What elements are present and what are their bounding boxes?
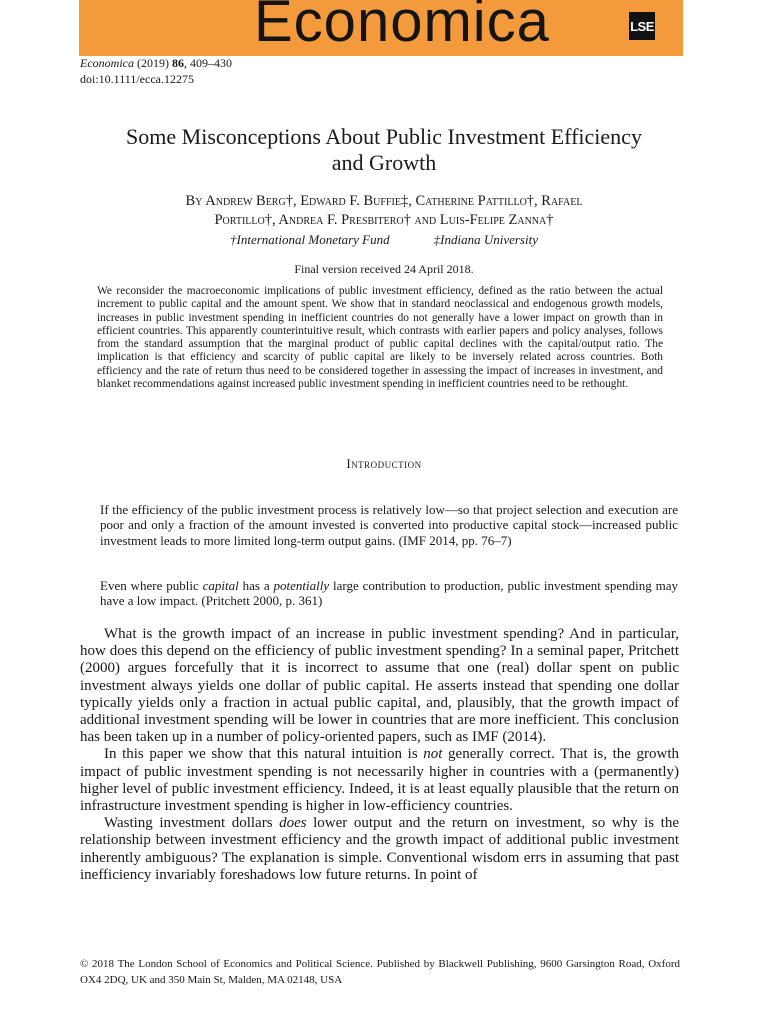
- authors-line2: Portillo†, Andrea F. Presbitero† and Luis-Felipe Zanna†: [214, 212, 554, 228]
- epigraph-text: has a: [238, 578, 274, 593]
- affiliation-indiana: ‡Indiana University: [433, 232, 538, 247]
- author-list: [60, 192, 708, 230]
- journal-title: Economica: [254, 0, 550, 54]
- authors-line1: By Andrew Berg†, Edward F. Buffie‡, Catherine Pattillo†, Rafael: [185, 193, 583, 209]
- lse-logo: LSE: [629, 12, 655, 40]
- epigraph-pritchett: [100, 578, 678, 609]
- doi-line: doi:10.1111/ecca.12275: [80, 72, 194, 86]
- paragraph-text: Wasting investment dollars: [104, 815, 280, 832]
- article-title-line2: and Growth: [331, 150, 437, 175]
- journal-banner: [79, 0, 683, 56]
- article-title-line1: Some Misconceptions About Public Investment Efficiency: [126, 124, 642, 149]
- citation-volume: 86: [171, 56, 184, 70]
- paragraph-emphasis: not: [423, 746, 443, 763]
- epigraph-emphasis: potentially: [273, 578, 330, 593]
- paragraph-emphasis: does: [279, 815, 307, 832]
- paragraph-1: What is the growth impact of an increase in public investment spending? And in particular, how does this depend on the efficiency of public investment spending? In a seminal paper, Pritchett (2000) argues forcefully that it is incorrect to assume that one (real) dollar spent on public investment always yields one dollar of public capital. He asserts instead that spending one dollar typically yields only a fraction in actual public capital, and, plausibly, that the growth impact of additional investment spending will be lower in countries that are more inefficient. This conclusion has been taken up in a number of policy-oriented papers, such as IMF (2014).: [80, 626, 679, 746]
- citation-year: (2019): [133, 56, 172, 70]
- affiliations: [60, 232, 708, 248]
- section-heading-introduction: Introduction: [346, 456, 422, 471]
- epigraph-emphasis: capital: [202, 578, 239, 593]
- affiliation-imf: †International Monetary Fund: [230, 232, 390, 247]
- paragraph-text: In this paper we show that this natural intuition is: [104, 746, 424, 763]
- copyright-footer: © 2018 The London School of Economics and Political Science. Published by Blackwell Publishing, 9600 Garsington Road, Oxford OX4 2DQ, UK and 350 Main St, Malden, MA 02148, USA: [80, 958, 680, 986]
- received-date: Final version received 24 April 2018.: [294, 262, 474, 276]
- introduction-body: [80, 626, 679, 884]
- article-title: [60, 124, 708, 176]
- paragraph-3: [80, 815, 679, 884]
- paragraph-2: [80, 746, 679, 815]
- citation-pages: , 409–430: [183, 56, 232, 70]
- paragraph-text: lower output and the return on investment, so why is the relationship between investment efficiency and the growth impact of additional public investment inherently ambiguous? The explanation is simple. Conventional wisdom errs in assuming that past inefficiency invariably foreshadows low future returns. In point of: [80, 815, 680, 883]
- epigraph-text: large contribution to production, public investment spending may have a low impact. (Pritchett 2000, p. 361): [100, 578, 678, 609]
- citation-line: [80, 56, 232, 71]
- epigraph-imf: If the efficiency of the public investment process is relatively low—so that project selection and execution are poor and only a fraction of the amount invested is converted into productive capital stock—increased public investment leads to more limited long-term output gains. (IMF 2014, pp. 76–7): [100, 502, 678, 548]
- citation-journal: Economica: [80, 56, 134, 70]
- epigraph-text: Even where public: [100, 578, 203, 593]
- paragraph-text: generally correct. That is, the growth impact of public investment spending is not necessarily higher in countries with a (permanently) higher level of public investment efficiency. Indeed, it is at least equally plausible that the return on infrastructure investment spending is higher in low-efficiency countries.: [80, 746, 679, 815]
- abstract: We reconsider the macroeconomic implications of public investment efficiency, defined as the ratio between the actual increment to public capital and the amount spent. We show that in standard neoclassical and endogenous growth models, increases in public investment spending in inefficient countries do not generally have a lower impact on growth than in efficient countries. This apparently counterintuitive result, which contrasts with earlier papers and policy analyses, follows from the standard assumption that the marginal product of public capital declines with the capital/output ratio. The implication is that efficiency and scarcity of public capital are likely to be inversely related across countries. Both efficiency and the rate of return thus need to be considered together in assessing the impact of increases in investment, and blanket recommendations against increased public investment spending in inefficient countries need to be rethought.: [97, 285, 663, 391]
